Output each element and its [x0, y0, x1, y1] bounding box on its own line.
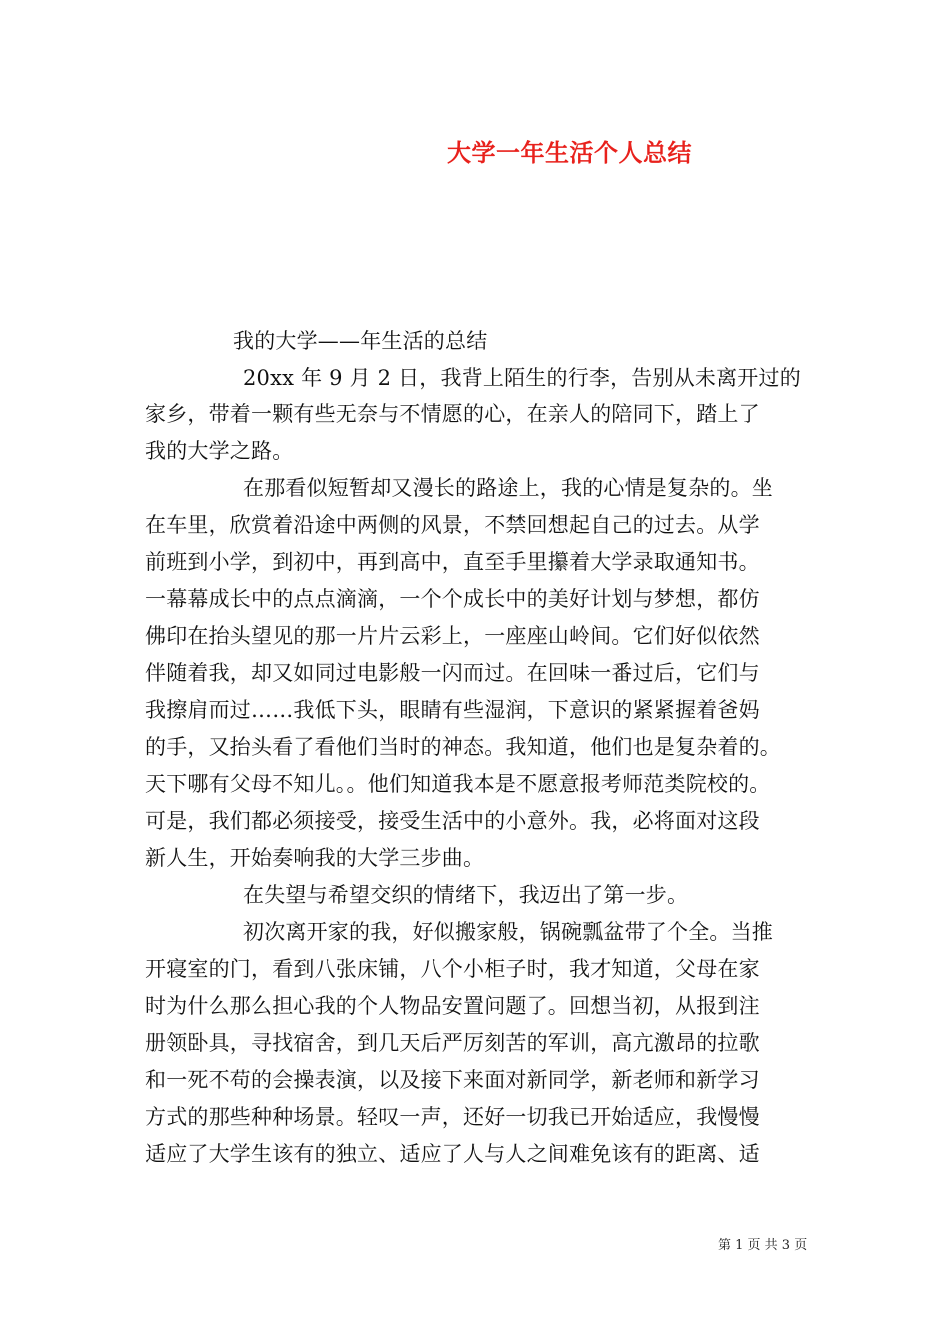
body-line: 我的大学之路。 — [145, 439, 294, 463]
body-line: 册领卧具，寻找宿舍，到几天后严厉刻苦的军训，高亢激昂的拉歌 — [145, 1031, 760, 1055]
body-line: 家乡，带着一颗有些无奈与不情愿的心，在亲人的陪同下，踏上了 — [145, 402, 760, 426]
body-line: 在车里，欣赏着沿途中两侧的风景，不禁回想起自己的过去。从学 — [145, 513, 760, 537]
body-line: 佛印在抬头望见的那一片片云彩上，一座座山岭间。它们好似依然 — [145, 624, 760, 648]
document-title: 大学一年生活个人总结 — [447, 138, 692, 167]
body-line: 伴随着我，却又如同过电影般一闪而过。在回味一番过后，它们与 — [145, 661, 760, 685]
body-line: 在失望与希望交织的情绪下，我迈出了第一步。 — [243, 883, 689, 907]
body-line: 一幕幕成长中的点点滴滴，一个个成长中的美好计划与梦想，都仿 — [145, 587, 760, 611]
body-line: 适应了大学生该有的独立、适应了人与人之间难免该有的距离、适 — [145, 1142, 760, 1166]
body-line: 和一死不苟的会操表演，以及接下来面对新同学，新老师和新学习 — [145, 1068, 760, 1092]
body-line: 的手，又抬头看了看他们当时的神态。我知道，他们也是复杂着的。 — [145, 735, 781, 759]
body-line: 20xx 年 9 月 2 日，我背上陌生的行李，告别从未离开过的 — [243, 366, 801, 390]
body-line: 天下哪有父母不知儿。。他们知道我本是不愿意报考师范类院校的。 — [145, 772, 771, 796]
body-line: 在那看似短暂却又漫长的路途上，我的心情是复杂的。坐 — [243, 476, 773, 500]
page-number: 第 1 页 共 3 页 — [718, 1238, 808, 1253]
body-line: 新人生，开始奏响我的大学三步曲。 — [145, 846, 485, 870]
body-line: 我的大学——年生活的总结 — [233, 329, 488, 353]
body-line: 前班到小学，到初中，再到高中，直至手里攥着大学录取通知书。 — [145, 550, 760, 574]
body-line: 方式的那些种种场景。轻叹一声，还好一切我已开始适应，我慢慢 — [145, 1105, 760, 1129]
body-line: 可是，我们都必须接受，接受生活中的小意外。我，必将面对这段 — [145, 809, 760, 833]
body-line: 我擦肩而过……我低下头，眼睛有些湿润，下意识的紧紧握着爸妈 — [145, 698, 760, 722]
body-line: 时为什么那么担心我的个人物品安置问题了。回想当初，从报到注 — [145, 994, 760, 1018]
body-line: 初次离开家的我，好似搬家般，锅碗瓢盆带了个全。当推 — [243, 920, 773, 944]
body-line: 开寝室的门，看到八张床铺，八个小柜子时，我才知道，父母在家 — [145, 957, 760, 981]
